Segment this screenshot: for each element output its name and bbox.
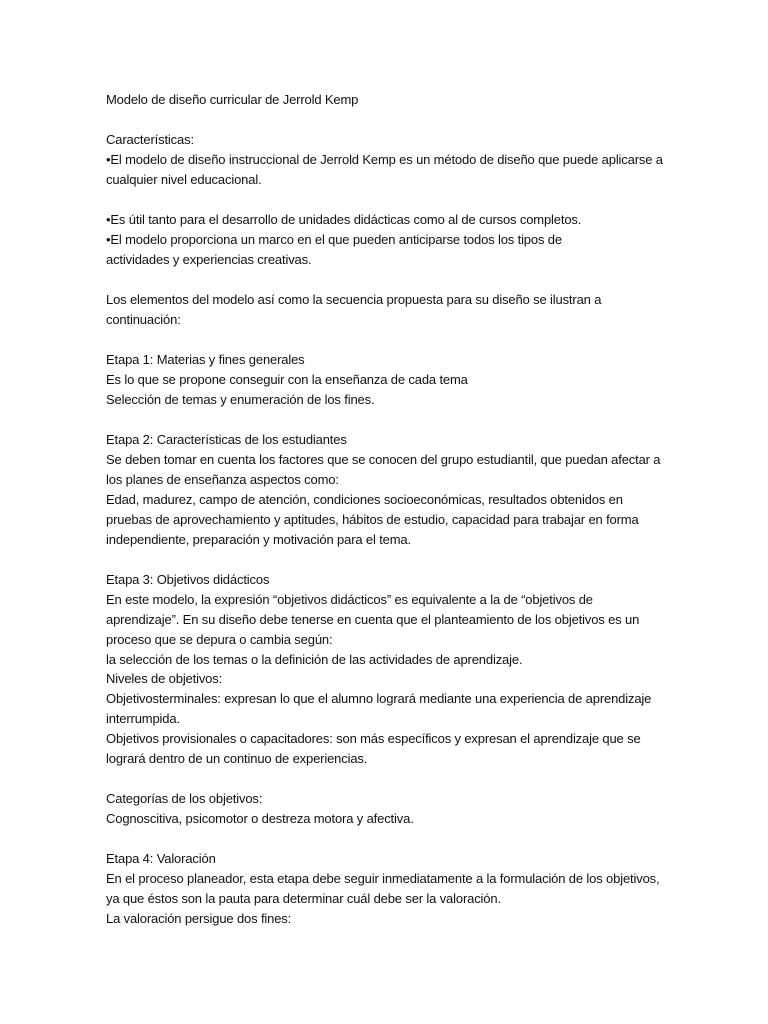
etapa3-line: la selección de los temas o la definición de las actividades de aprendizaje. xyxy=(106,652,523,667)
etapa3-heading: Etapa 3: Objetivos didácticos xyxy=(106,572,270,587)
intro-line: continuación: xyxy=(106,312,181,327)
etapa2-line: Se deben tomar en cuenta los factores que se conocen del grupo estudiantil, que puedan afectar a xyxy=(106,452,661,467)
etapa3-line: proceso que se depura o cambia según: xyxy=(106,632,333,647)
caracteristicas-line: cualquier nivel educacional. xyxy=(106,172,262,187)
etapa3-line: En este modelo, la expresión “objetivos didácticos” es equivalente a la de “objetivos de xyxy=(106,592,593,607)
etapa1-line: Selección de temas y enumeración de los fines. xyxy=(106,392,375,407)
etapa3-line: logrará dentro de un continuo de experiencias. xyxy=(106,751,368,766)
caracteristicas-line: actividades y experiencias creativas. xyxy=(106,252,312,267)
etapa3-line: Niveles de objetivos: xyxy=(106,671,223,686)
caracteristicas-line: •El modelo proporciona un marco en el que pueden anticiparse todos los tipos de xyxy=(106,232,562,247)
etapa3-line: aprendizaje”. En su diseño debe tenerse en cuenta que el planteamiento de los objetivos es un xyxy=(106,612,640,627)
etapa1-line: Es lo que se propone conseguir con la enseñanza de cada tema xyxy=(106,372,468,387)
document-title: Modelo de diseño curricular de Jerrold Kemp xyxy=(106,92,359,107)
etapa4-line: ya que éstos son la pauta para determinar cuál debe ser la valoración. xyxy=(106,891,501,906)
intro-line: Los elementos del modelo así como la secuencia propuesta para su diseño se ilustran a xyxy=(106,292,602,307)
etapa4-line: En el proceso planeador, esta etapa debe seguir inmediatamente a la formulación de los objetivos, xyxy=(106,871,660,886)
caracteristicas-line: •El modelo de diseño instruccional de Jerrold Kemp es un método de diseño que puede aplicarse a xyxy=(106,152,663,167)
etapa4-line: La valoración persigue dos fines: xyxy=(106,911,292,926)
etapa3-line: Objetivos provisionales o capacitadores: son más específicos y expresan el aprendizaje que se xyxy=(106,731,641,746)
etapa2-line: Edad, madurez, campo de atención, condiciones socioeconómicas, resultados obtenidos en xyxy=(106,492,623,507)
etapa2-line: pruebas de aprovechamiento y aptitudes, hábitos de estudio, capacidad para trabajar en forma xyxy=(106,512,639,527)
caracteristicas-line: •Es útil tanto para el desarrollo de unidades didácticas como al de cursos completos. xyxy=(106,212,582,227)
etapa2-line: independiente, preparación y motivación para el tema. xyxy=(106,532,411,547)
etapa4-heading: Etapa 4: Valoración xyxy=(106,851,216,866)
categorias-heading: Categorías de los objetivos: xyxy=(106,791,263,806)
etapa2-heading: Etapa 2: Características de los estudiantes xyxy=(106,432,347,447)
etapa3-line: Objetivosterminales: expresan lo que el alumno logrará mediante una experiencia de aprendizaje xyxy=(106,691,652,706)
categorias-line: Cognoscitiva, psicomotor o destreza motora y afectiva. xyxy=(106,811,414,826)
etapa1-heading: Etapa 1: Materias y fines generales xyxy=(106,352,305,367)
caracteristicas-heading: Características: xyxy=(106,132,194,147)
etapa3-line: interrumpida. xyxy=(106,711,180,726)
etapa2-line: los planes de enseñanza aspectos como: xyxy=(106,472,339,487)
